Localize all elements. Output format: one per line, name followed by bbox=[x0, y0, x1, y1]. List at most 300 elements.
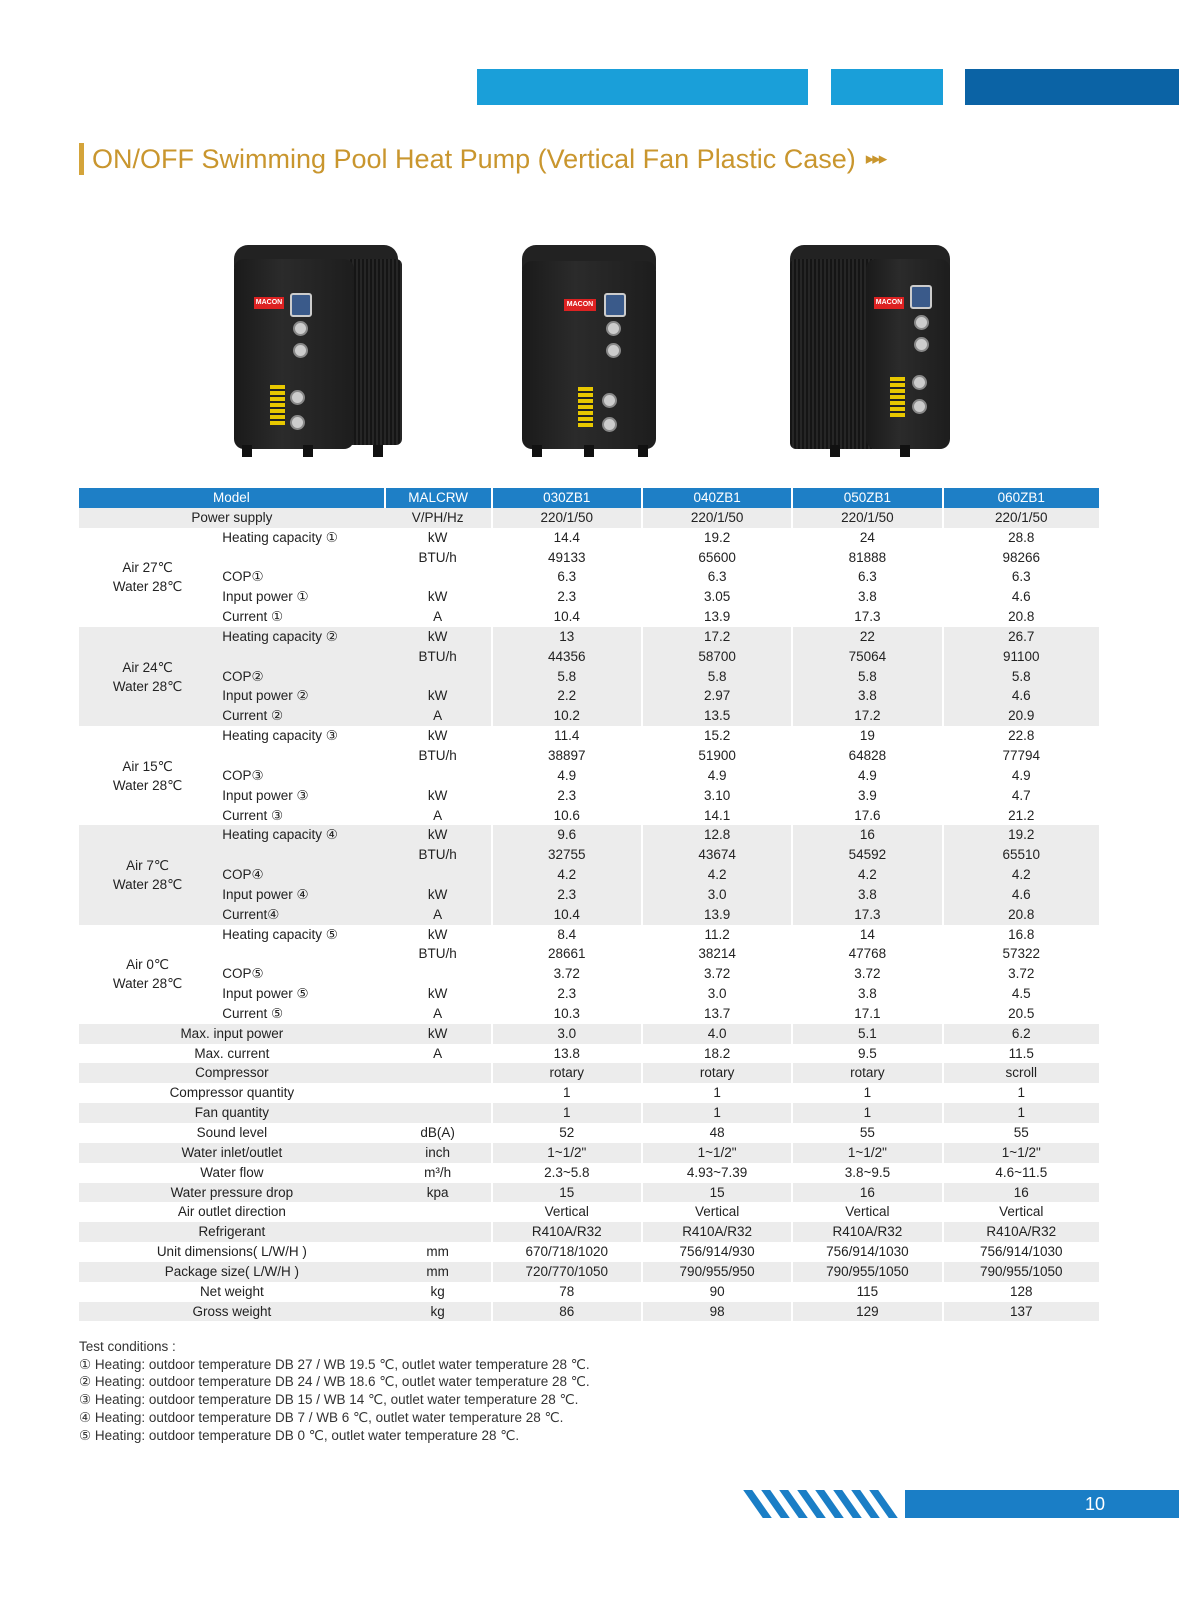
cell-value: 220/1/50 bbox=[492, 508, 642, 528]
cell-value: 4.6 bbox=[943, 885, 1099, 905]
cell-value: 11.5 bbox=[1008, 1045, 1034, 1061]
row-label: Water inlet/outlet bbox=[79, 1143, 385, 1163]
cell-value: 52 bbox=[492, 1123, 642, 1143]
row-label: Compressor quantity bbox=[169, 1085, 295, 1101]
row-label: COP③ bbox=[222, 767, 264, 783]
condition-group bbox=[79, 825, 1099, 924]
cell-value: 9.5 bbox=[792, 1044, 942, 1064]
cell-value: 11.2 bbox=[642, 925, 792, 945]
cell-value: 4.2 bbox=[943, 865, 1099, 885]
cell-value: 15 bbox=[492, 1183, 642, 1203]
test-condition-2: ② Heating: outdoor temperature DB 24 / WB 18.6 ℃, outlet water temperature 28 ℃. bbox=[79, 1374, 590, 1390]
test-condition-3: ③ Heating: outdoor temperature DB 15 / WB 14 ℃, outlet water temperature 28 ℃. bbox=[79, 1392, 579, 1408]
cell-value: 13.8 bbox=[492, 1044, 642, 1064]
cell-value: 19.2 bbox=[943, 825, 1099, 845]
header-bar-left bbox=[477, 69, 808, 105]
row-label: Sound level bbox=[196, 1125, 268, 1140]
row-label: Max. current bbox=[194, 1045, 270, 1061]
cell-value: 3.05 bbox=[642, 587, 792, 607]
table-row bbox=[79, 627, 1099, 647]
cell-value: 756/914/930 bbox=[642, 1242, 792, 1262]
test-conditions-title: Test conditions : bbox=[79, 1339, 176, 1354]
condition-group bbox=[79, 528, 1099, 627]
brand-logo: MACON bbox=[254, 297, 284, 309]
title-marker bbox=[79, 143, 84, 175]
row-unit: BTU/h bbox=[385, 944, 492, 964]
cell-value: 12.8 bbox=[642, 825, 792, 845]
cell-value: 4.6 bbox=[943, 686, 1099, 706]
row-label: Heating capacity ③ bbox=[222, 728, 338, 744]
row-unit: dB(A) bbox=[385, 1123, 492, 1143]
cell-value: 17.3 bbox=[792, 607, 942, 627]
row-label: COP① bbox=[222, 569, 264, 585]
table-row bbox=[79, 508, 1099, 528]
cell-value: 4.0 bbox=[642, 1024, 792, 1044]
row-label: Unit dimensions( L/W/H ) bbox=[156, 1244, 307, 1260]
row-unit: kW bbox=[385, 786, 492, 806]
row-label: Current ③ bbox=[222, 807, 284, 823]
cell-value: 98266 bbox=[1002, 549, 1041, 565]
cell-value: 64828 bbox=[792, 746, 942, 766]
page-title: ON/OFF Swimming Pool Heat Pump (Vertical Fan Plastic Case) bbox=[92, 143, 856, 174]
cell-value: 90 bbox=[642, 1282, 792, 1302]
cell-value: 16 bbox=[943, 1183, 1099, 1203]
cell-value: 4.2 bbox=[642, 865, 792, 885]
cell-value: 137 bbox=[943, 1302, 1099, 1322]
cell-value: 790/955/1050 bbox=[943, 1262, 1099, 1282]
header-model-040: 040ZB1 bbox=[642, 488, 792, 508]
cell-value: R410A/R32 bbox=[943, 1222, 1099, 1242]
row-label bbox=[216, 647, 384, 667]
cell-value: 9.6 bbox=[492, 825, 642, 845]
cell-value: 115 bbox=[792, 1282, 942, 1302]
cell-value: 4.2 bbox=[492, 865, 642, 885]
condition-group bbox=[79, 925, 1099, 1024]
cell-value: 86 bbox=[492, 1302, 642, 1322]
cell-value: 2.97 bbox=[642, 686, 792, 706]
table-row bbox=[79, 667, 1099, 687]
cell-value: 20.8 bbox=[943, 905, 1099, 925]
cell-value: 5.1 bbox=[792, 1024, 942, 1044]
cell-value: 6.3 bbox=[642, 567, 792, 587]
cell-value: rotary bbox=[792, 1063, 942, 1083]
test-condition-4: ④ Heating: outdoor temperature DB 7 / WB 6 ℃, outlet water temperature 28 ℃. bbox=[79, 1409, 564, 1425]
cell-value: 81888 bbox=[792, 548, 942, 568]
table-row bbox=[79, 1123, 1099, 1143]
row-label: Heating capacity ④ bbox=[216, 825, 384, 845]
cell-value: 4.2 bbox=[792, 865, 942, 885]
cell-value: 22.8 bbox=[1008, 728, 1035, 744]
row-label: Net weight bbox=[199, 1283, 264, 1299]
cell-value: 1~1/2" bbox=[792, 1143, 942, 1163]
row-unit: kW bbox=[385, 925, 492, 945]
cell-value: 14.4 bbox=[492, 528, 642, 548]
cell-value: 14.1 bbox=[642, 806, 792, 826]
product-image-1 bbox=[228, 245, 408, 460]
cell-value: R410A/R32 bbox=[792, 1222, 942, 1242]
row-label: Package size( L/W/H ) bbox=[79, 1262, 385, 1282]
header-model: Model bbox=[79, 488, 385, 508]
table-row bbox=[79, 944, 1099, 964]
cell-value: 3.8 bbox=[792, 885, 942, 905]
cell-value: 18.2 bbox=[642, 1044, 792, 1064]
cell-value: 10.6 bbox=[492, 806, 642, 826]
cell-value: 2.3 bbox=[492, 786, 642, 806]
cell-value: 28661 bbox=[492, 944, 642, 964]
header-bar-right bbox=[965, 69, 1179, 105]
header-model-030: 030ZB1 bbox=[492, 488, 642, 508]
row-label bbox=[216, 845, 384, 865]
header-bar-middle bbox=[831, 69, 943, 105]
row-unit: A bbox=[385, 1004, 492, 1024]
cell-value: 756/914/1030 bbox=[979, 1244, 1063, 1260]
row-unit: A bbox=[385, 1044, 492, 1064]
cell-value: 20.9 bbox=[943, 706, 1099, 726]
table-row bbox=[79, 885, 1099, 905]
cell-value: 91100 bbox=[943, 647, 1099, 667]
cell-value: 4.6 bbox=[1011, 589, 1031, 605]
row-unit bbox=[385, 865, 492, 885]
row-label: COP④ bbox=[216, 865, 384, 885]
cell-value: 15.2 bbox=[642, 726, 792, 746]
condition-label: Air 15℃ Water 28℃ bbox=[79, 726, 216, 825]
product-image-3 bbox=[790, 245, 955, 460]
cell-value: 51900 bbox=[642, 746, 792, 766]
table-row bbox=[79, 1222, 1099, 1242]
cell-value: 58700 bbox=[642, 647, 792, 667]
cell-value: 43674 bbox=[642, 845, 792, 865]
cell-value: 220/1/50 bbox=[792, 508, 942, 528]
row-unit: kW bbox=[385, 885, 492, 905]
table-row bbox=[79, 1202, 1099, 1222]
cell-value: 4.6~11.5 bbox=[995, 1164, 1048, 1180]
footer-bar bbox=[905, 1490, 1179, 1518]
cell-value: rotary bbox=[642, 1063, 792, 1083]
cell-value: 1~1/2" bbox=[492, 1143, 642, 1163]
row-label: Water pressure drop bbox=[79, 1183, 385, 1203]
condition-label: Air 27℃ Water 28℃ bbox=[79, 528, 216, 627]
header-model-060: 060ZB1 bbox=[943, 488, 1099, 508]
cell-value: 3.8 bbox=[792, 587, 942, 607]
page-number: 10 bbox=[1084, 1494, 1106, 1514]
row-unit bbox=[385, 964, 492, 984]
cell-value: 32755 bbox=[492, 845, 642, 865]
test-conditions bbox=[79, 1338, 590, 1444]
header-series: MALCRW bbox=[385, 488, 492, 508]
row-label: Current ② bbox=[216, 706, 384, 726]
cell-value: 670/718/1020 bbox=[492, 1242, 642, 1262]
row-unit: kW bbox=[385, 686, 492, 706]
cell-value: 3.9 bbox=[792, 786, 942, 806]
cell-value: 6.3 bbox=[1011, 569, 1031, 585]
cell-value: 19.2 bbox=[642, 528, 792, 548]
row-label: COP② bbox=[216, 667, 384, 687]
row-label: Power supply bbox=[79, 508, 385, 528]
table-row bbox=[79, 1183, 1099, 1203]
row-unit: kg bbox=[385, 1302, 492, 1322]
cell-value: 11.4 bbox=[492, 726, 642, 746]
cell-value: 1~1/2" bbox=[943, 1143, 1099, 1163]
cell-value: 5.8 bbox=[792, 667, 942, 687]
row-unit: A bbox=[385, 706, 492, 726]
table-row bbox=[79, 865, 1099, 885]
header-model-050: 050ZB1 bbox=[792, 488, 942, 508]
cell-value: 17.6 bbox=[792, 806, 942, 826]
cell-value: 10.4 bbox=[492, 607, 642, 627]
table-row bbox=[79, 647, 1099, 667]
row-unit: kg bbox=[385, 1282, 492, 1302]
row-label bbox=[216, 746, 384, 766]
table-row bbox=[79, 845, 1099, 865]
cell-value: 48 bbox=[642, 1123, 792, 1143]
cell-value: 98 bbox=[642, 1302, 792, 1322]
cell-value: 20.5 bbox=[1008, 1005, 1035, 1021]
cell-value: 3.72 bbox=[1008, 966, 1035, 982]
row-unit: kW bbox=[385, 528, 492, 548]
cell-value: 4.5 bbox=[1011, 986, 1031, 1002]
cell-value: rotary bbox=[492, 1063, 642, 1083]
table-row bbox=[79, 1242, 1099, 1262]
cell-value: 4.9 bbox=[1011, 767, 1031, 783]
brand-logo: MACON bbox=[874, 297, 904, 309]
cell-value: 3.10 bbox=[642, 786, 792, 806]
cell-value: 1 bbox=[792, 1083, 942, 1103]
cell-value: 44356 bbox=[492, 647, 642, 667]
cell-value: 756/914/1030 bbox=[792, 1242, 942, 1262]
cell-value: 78 bbox=[492, 1282, 642, 1302]
cell-value: 47768 bbox=[792, 944, 942, 964]
cell-value: 75064 bbox=[792, 647, 942, 667]
row-unit: kW bbox=[385, 726, 492, 746]
cell-value: 15 bbox=[642, 1183, 792, 1203]
cell-value: 14 bbox=[792, 925, 942, 945]
cell-value: R410A/R32 bbox=[492, 1222, 642, 1242]
cell-value: 128 bbox=[1010, 1283, 1033, 1299]
cell-value: 13.9 bbox=[642, 607, 792, 627]
row-label: Current ① bbox=[222, 609, 284, 625]
table-row bbox=[79, 1044, 1099, 1064]
cell-value: 2.3 bbox=[492, 984, 642, 1004]
row-unit: kW bbox=[385, 825, 492, 845]
cell-value: 4.9 bbox=[642, 766, 792, 786]
cell-value: 4.7 bbox=[1011, 787, 1031, 803]
row-unit: BTU/h bbox=[385, 647, 492, 667]
cell-value: 13 bbox=[492, 627, 642, 647]
cell-value: R410A/R32 bbox=[642, 1222, 792, 1242]
general-specs bbox=[79, 1024, 1099, 1322]
cell-value: 10.4 bbox=[492, 905, 642, 925]
cell-value: 1 bbox=[1017, 1085, 1026, 1101]
row-unit bbox=[385, 667, 492, 687]
cell-value: 55 bbox=[1013, 1125, 1029, 1140]
cell-value: 1 bbox=[792, 1103, 942, 1123]
cell-value: 3.8 bbox=[792, 686, 942, 706]
cell-value: 720/770/1050 bbox=[492, 1262, 642, 1282]
row-unit bbox=[385, 1063, 492, 1083]
row-unit bbox=[385, 1083, 492, 1103]
cell-value: Vertical bbox=[642, 1202, 792, 1222]
test-condition-1: ① Heating: outdoor temperature DB 27 / WB 19.5 ℃, outlet water temperature 28 ℃. bbox=[79, 1356, 590, 1372]
row-unit: inch bbox=[385, 1143, 492, 1163]
cell-value: 4.9 bbox=[492, 766, 642, 786]
brand-logo: MACON bbox=[564, 299, 596, 311]
cell-value: 28.8 bbox=[1008, 529, 1035, 545]
row-label: Heating capacity ⑤ bbox=[222, 926, 338, 942]
cell-value: 57322 bbox=[1002, 946, 1041, 962]
table-row bbox=[79, 587, 1099, 607]
table-row bbox=[79, 786, 1099, 806]
cell-value: 77794 bbox=[1002, 747, 1041, 763]
row-unit bbox=[385, 766, 492, 786]
cell-value: 26.7 bbox=[943, 627, 1099, 647]
cell-value: 6.2 bbox=[943, 1024, 1099, 1044]
cell-value: 1 bbox=[642, 1083, 792, 1103]
row-label bbox=[216, 944, 384, 964]
cell-value: 54592 bbox=[792, 845, 942, 865]
table-row bbox=[79, 984, 1099, 1004]
row-label: Input power ③ bbox=[222, 787, 309, 803]
cell-value: 13.5 bbox=[642, 706, 792, 726]
cell-value: 5.8 bbox=[642, 667, 792, 687]
row-unit: mm bbox=[385, 1262, 492, 1282]
spec-table bbox=[79, 488, 1099, 1321]
cell-value: 3.8 bbox=[792, 984, 942, 1004]
row-label: Heating capacity ② bbox=[216, 627, 384, 647]
cell-value: 16.8 bbox=[1008, 926, 1035, 942]
row-label: Refrigerant bbox=[79, 1222, 385, 1242]
row-unit: m³/h bbox=[385, 1163, 492, 1183]
cell-value: 17.3 bbox=[792, 905, 942, 925]
cell-value: 1 bbox=[492, 1103, 642, 1123]
condition-label: Air 7℃ Water 28℃ bbox=[79, 825, 216, 924]
table-row bbox=[79, 1083, 1099, 1103]
cell-value: 1 bbox=[943, 1103, 1099, 1123]
cell-value: 2.3 bbox=[492, 885, 642, 905]
table-row bbox=[79, 1004, 1099, 1024]
row-label: Compressor bbox=[79, 1063, 385, 1083]
cell-value: 38214 bbox=[642, 944, 792, 964]
cell-value: 65510 bbox=[943, 845, 1099, 865]
row-unit bbox=[385, 1103, 492, 1123]
condition-label: Air 0℃ Water 28℃ bbox=[79, 925, 216, 1024]
test-condition-5: ⑤ Heating: outdoor temperature DB 0 ℃, outlet water temperature 28 ℃. bbox=[79, 1427, 520, 1443]
product-image-2 bbox=[520, 245, 660, 460]
cell-value: 17.2 bbox=[792, 706, 942, 726]
cell-value: scroll bbox=[943, 1063, 1099, 1083]
table-row bbox=[79, 548, 1099, 568]
row-unit bbox=[385, 1202, 492, 1222]
cell-value: 129 bbox=[792, 1302, 942, 1322]
cell-value: 790/955/1050 bbox=[792, 1262, 942, 1282]
cell-value: 24 bbox=[792, 528, 942, 548]
table-row bbox=[79, 607, 1099, 627]
page-title-block bbox=[79, 142, 885, 176]
table-row bbox=[79, 806, 1099, 826]
row-label: Water flow bbox=[200, 1164, 264, 1180]
row-unit: kW bbox=[385, 984, 492, 1004]
cell-value: 2.3 bbox=[492, 587, 642, 607]
row-unit bbox=[385, 567, 492, 587]
table-row bbox=[79, 905, 1099, 925]
row-unit: kpa bbox=[385, 1183, 492, 1203]
table-row bbox=[79, 1143, 1099, 1163]
table-row bbox=[79, 1163, 1099, 1183]
row-label: Current④ bbox=[216, 905, 384, 925]
cell-value: 8.4 bbox=[492, 925, 642, 945]
spec-table-header bbox=[79, 488, 1099, 508]
table-row bbox=[79, 1103, 1099, 1123]
cell-value: 16 bbox=[792, 1183, 942, 1203]
cell-value: 3.72 bbox=[792, 964, 942, 984]
cell-value: 13.7 bbox=[642, 1004, 792, 1024]
table-row bbox=[79, 567, 1099, 587]
cell-value: 220/1/50 bbox=[943, 508, 1099, 528]
cell-value: 3.8~9.5 bbox=[792, 1163, 942, 1183]
cell-value: Vertical bbox=[999, 1204, 1044, 1220]
cell-value: 21.2 bbox=[1008, 807, 1035, 823]
cell-value: 220/1/50 bbox=[642, 508, 792, 528]
table-row bbox=[79, 746, 1099, 766]
cell-value: Vertical bbox=[492, 1202, 642, 1222]
cell-value: 6.3 bbox=[792, 567, 942, 587]
row-unit: BTU/h bbox=[385, 746, 492, 766]
cell-value: 1 bbox=[642, 1103, 792, 1123]
row-unit: BTU/h bbox=[385, 845, 492, 865]
row-unit: mm bbox=[385, 1242, 492, 1262]
title-arrows-icon: ▸▸▸ bbox=[865, 149, 886, 168]
table-row bbox=[79, 766, 1099, 786]
row-label: Heating capacity ① bbox=[222, 529, 338, 545]
cell-value: 1~1/2" bbox=[642, 1143, 792, 1163]
cell-value: 3.72 bbox=[642, 964, 792, 984]
row-unit: V/PH/Hz bbox=[385, 508, 492, 528]
row-unit: A bbox=[385, 607, 492, 627]
cell-value: 3.0 bbox=[642, 984, 792, 1004]
row-label: Gross weight bbox=[79, 1302, 385, 1322]
condition-label: Air 24℃ Water 28℃ bbox=[79, 627, 216, 726]
cell-value: 10.3 bbox=[492, 1004, 642, 1024]
condition-group bbox=[79, 726, 1099, 825]
row-unit: BTU/h bbox=[385, 548, 492, 568]
cell-value: 3.72 bbox=[492, 964, 642, 984]
row-label: Input power ① bbox=[222, 589, 309, 605]
cell-value: 20.8 bbox=[1008, 609, 1035, 625]
cell-value: 17.1 bbox=[792, 1004, 942, 1024]
cell-value: 1 bbox=[492, 1083, 642, 1103]
row-label bbox=[216, 548, 384, 568]
row-label: Current ⑤ bbox=[222, 1005, 284, 1021]
footer-stripes bbox=[745, 1490, 915, 1518]
cell-value: 3.0 bbox=[642, 885, 792, 905]
cell-value: 22 bbox=[792, 627, 942, 647]
cell-value: 790/955/950 bbox=[642, 1262, 792, 1282]
cell-value: 2.3~5.8 bbox=[492, 1163, 642, 1183]
row-label: Input power ④ bbox=[216, 885, 384, 905]
table-row bbox=[79, 1302, 1099, 1322]
cell-value: 4.93~7.39 bbox=[642, 1163, 792, 1183]
cell-value: 38897 bbox=[492, 746, 642, 766]
cell-value: 16 bbox=[792, 825, 942, 845]
row-unit: kW bbox=[385, 587, 492, 607]
cell-value: 49133 bbox=[492, 548, 642, 568]
cell-value: 5.8 bbox=[492, 667, 642, 687]
table-row bbox=[79, 825, 1099, 845]
row-label: COP⑤ bbox=[222, 966, 264, 982]
cell-value: 4.9 bbox=[792, 766, 942, 786]
table-row bbox=[79, 1282, 1099, 1302]
table-row bbox=[79, 528, 1099, 548]
row-unit bbox=[385, 1222, 492, 1242]
